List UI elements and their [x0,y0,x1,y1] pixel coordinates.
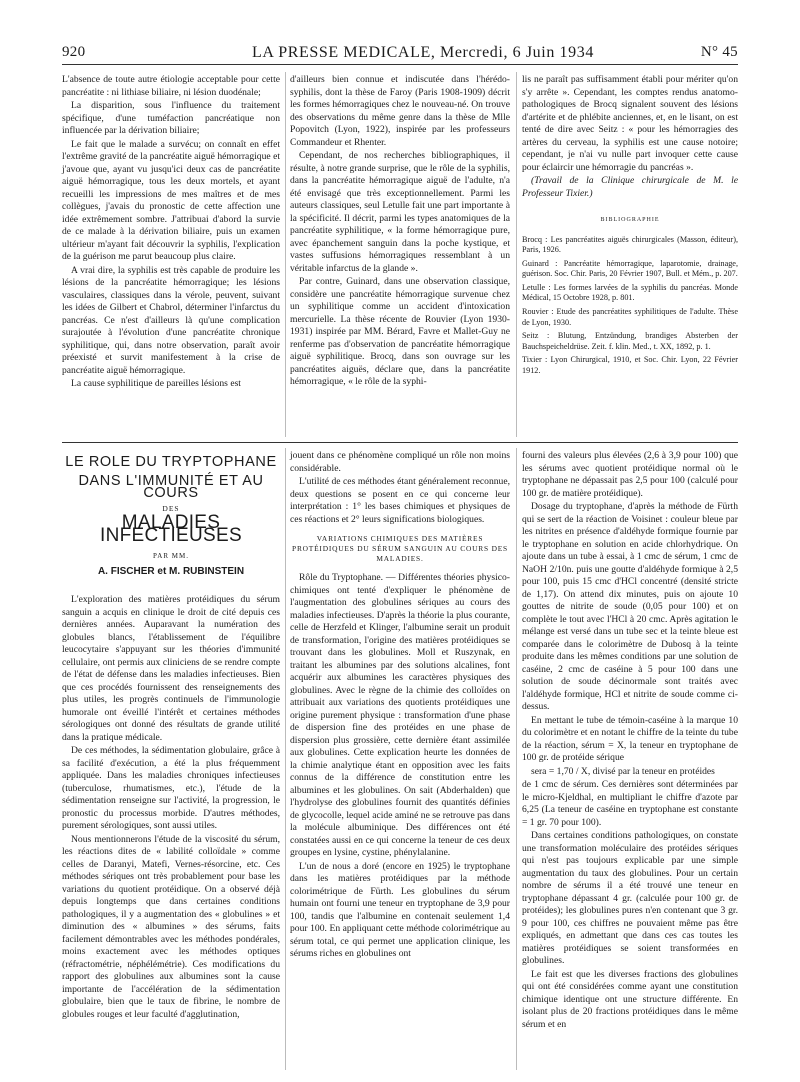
article-par: PAR MM. [153,552,189,560]
page-number: 920 [62,44,86,60]
paragraph: de 1 cmc de sérum. Ces dernières sont déterminées par le micro-Kjeldhal, en multipliant le chiffre d'azote par 6,25 (La teneur de caséine en tryptophane est constante = 1 gr. 70 pour 100). [522,779,738,828]
article-column-2 [290,450,510,962]
article-authors: A. FISCHER et M. RUBINSTEIN [97,565,245,577]
paragraph: A vrai dire, la syphilis est très capable de produire les lésions de la pancréatite hémorragique; les lésions vasculaires, classiques dans la vérole, peuvent, suivant les idées de Gilbert et Chabrol, déterminer l'infarctus du pancréas. Ce n'est d'ailleurs là qu'une complication surajoutée à l'évolution d'une pancréatite chronique syphilitique, qui, dans notre observation, paraît avoir préexisté et survit manifestement à la crise de pancréatite aiguë hémorragique. [62,264,280,376]
paragraph: Nous mentionnerons l'étude de la viscosité du sérum, les réactions dites de « labilité colloïdale » comme celles de Daranyi, Matefi, Vernes-résorcine, etc. Ces méthodes sériques ont très probablement pour base les variations du quotient protéidique. On a observé déjà depuis longtemps que dans certaines conditions pathologiques, il y a augmentation des « globulines » et diminution des « albumines » des sérums, faits facilement démontrables avec les méthodes pondérales, moins exactement avec les méthodes optiques (réfractométrie, néphélémétrie). Ces modifications du rapport des globulines aux albumines sont la cause importante de l'accélération de la sédimentation globulaire, bien que le taux de fibrine, le nombre de globules rouges et leur faculté d'agglutination, [62,833,280,1020]
paragraph: De ces méthodes, la sédimentation globulaire, grâce à sa facilité d'exécution, a été la plus fréquemment appliquée. Dans les maladies chroniques infectieuses (tuberculose, rhumatismes, etc.), l'étude de la sédimentation renseigne sur l'activité, la progression, le pronostic du processus morbide. D'autres méthodes, purement sérologiques, sont aussi utiles. [62,745,280,831]
bibliography-entry: Guinard : Pancréatite hémorragique, laparotomie, drainage, guérison. Soc. Chir. Paris, 20 Février 1907, Bull. et Mém., p. 207. [522,258,738,279]
article-column-3 [522,450,738,1032]
issue-number: N° 45 [700,44,738,60]
paragraph: lis ne paraît pas suffisamment établi pour mériter qu'on s'y arrête ». Cependant, les comptes rendus anatomo-pathologiques de Brocq signalent souvent des lésions d'artérite et de phlébite anciennes, et, en le lisant, on est tenté de dire avec Seitz : « pour les hémorragies des artères du cerveau, la syphilis est une cause notoire; cependant, je n'ai vu nulle part invoquer cette cause pour éclaircir une hémorragie du pancréas ». [522,74,738,173]
page-header [62,42,738,65]
paragraph: fourni des valeurs plus élevées (2,6 à 3,9 pour 100) que les sérums avec quotient protéidique normal où le tryptophane ne dépassait pas 2,5 pour 100 (calculé pour 100 gr. de matière protéidique). [522,450,738,499]
paragraph: Dans certaines conditions pathologiques, on constate une transformation moléculaire des protéides sériques qui n'est pas toujours explicable par une simple augmentation du taux des globulines. Pour un certain nombre de sérums il a été trouvé une teneur en tryptophane dépassant 4 gr. (calculée pour 100 gr. de protéides); les globulines pures n'en contenant que 3 gr. 9 pour 100, ces chiffres ne pouvaient même pas être expliqués, en admettant que dans ces cas toutes les matières protéidiques se soient transformées en globulines. [522,830,738,966]
credit-line: (Travail de la Clinique chirurgicale de M. le Professeur Tixier.) [522,175,738,199]
paragraph: Le fait est que les diverses fractions des globulines qui ont été considérées comme ayant une constitution chimique identique ont une structure différente. En isolant plus de 20 fractions protéidiques dans le même sérum et en [522,968,738,1030]
bibliography-entry: Tixier : Lyon Chirurgical, 1910, et Soc. Chir. Lyon, 22 Février 1912. [522,355,738,376]
paragraph: Dosage du tryptophane, d'après la méthode de Fürth qui se sert de la réaction de Voisinet : couleur bleue par les nitrites en présence d'aldéhyde formique fournie par le tryptophane en solution en acide chlorhydrique. On ajoute dans un tube à essai, à 1 cmc de sérum, 1 cmc de NaOH 2/10n. puis une goutte d'aldéhyde formique à 2,5 pour 100, puis 15 cmc d'HCl concentré (densité stricte de 1,17). On attend dix minutes, puis on ajoute 10 gouttes de nitrite de soude (0,05 pour 100) et on complète le tout avec l'HCl à 20 cmc. Après agitation le mélange est versé dans un tube sec et la teinte bleue est comparée dans le colorimètre de Dubosq à la teinte produite dans les mêmes conditions par une solution de caséine, 2 cmc de caséine à 5 pour 100 dans une solution de soude décinormale sont traités avec l'aldéhyde formique, HCl et nitrite de soude comme ci-dessus. [522,501,738,712]
paragraph: La disparition, sous l'influence du traitement spécifique, d'une tuméfaction pancréatique non influencée par la dérivation biliaire; [62,100,280,136]
section-subheading: VARIATIONS CHIMIQUES DES MATIÈRES PROTÉIDIQUES DU SÉRUM SANGUIN AU COURS DES MALADIES. [292,534,508,563]
column-divider [285,72,286,437]
paragraph: L'absence de toute autre étiologie acceptable pour cette pancréatite : ni lithiase biliaire, ni lésion duodénale; [62,74,280,98]
paragraph: Rôle du Tryptophane. — Différentes théories physico-chimiques ont tenté d'expliquer le phénomène de l'augmentation des globulines sériques au cours des maladies infectieuses. D'après la théorie la plus courante, celle de Herzfeld et Klinger, l'albumine serait un produit de transformation, l'origine des matières protéidiques se trouvant dans les globulines. Moll et Ruszynak, en traitant les albumines par des solutions alcalines, font acquérir aux albumines les caractères physiques des globulines. Avec le règne de la chimie des colloïdes on attribuait aux variations des quotients protéidiques une origine purement physique : transformation d'une phase de dispersion fine des protéides en une phase de dispersion plus grossière, cette dernière étant assimilée aux globulines. Cette explication heurte les données de la chimie analytique étant en opposition avec les faits connus de la différence de constitution entre les albumines et les globulines. On sait (Abderhalden) que l'hydrolyse des globulines fournit des quantités définies de glycocolle, lequel acide aminé ne se retrouve pas dans la molécule albuminique. Des différences ont été constatées aussi en ce qui concerne la teneur de ces deux groupes en lysine, cystine, phénylalanine. [290,572,510,858]
column-divider [285,448,286,1070]
top-column-1 [62,74,280,392]
top-column-3 [522,74,738,380]
bibliography-entry: Letulle : Les formes larvées de la syphilis du pancréas. Monde Médical, 15 Octobre 1928, p. 801. [522,282,738,303]
column-divider [516,448,517,1070]
paragraph: L'utilité de ces méthodes étant généralement reconnue, deux questions se posent en ce qui concerne leur interprétation : 1° les bases chimiques et physiques de ces réactions et 2° leurs significations biologiques. [290,476,510,525]
bibliography-entry: Brocq : Les pancréatites aiguës chirurgicales (Masson, éditeur), Paris, 1926. [522,234,738,255]
bibliography-entry: Seitz : Blutung, Entzündung, brandiges Absterben der Bauchspeicheldrüse. Zeit. f. klin. Med., t. XX, 1892, p. 1. [522,331,738,351]
article-title-line-3: MALADIES INFECTIEUSES [100,512,242,546]
paragraph: L'un de nous a doré (encore en 1925) le tryptophane dans les matières protéidiques par la méthode colorimétrique de Fürth. Les globulines du sérum humain ont fourni une teneur en tryptophane de 3,9 pour 100, tandis que l'albumine en contenait seulement 1,4 pour 100. En appliquant cette méthode colorimétrique au sérum total, ce qui permet une application clinique, les sérums riches en globulines ont [290,860,510,959]
bibliography-list [522,235,738,377]
paragraph: L'exploration des matières protéidiques du sérum sanguin a acquis en clinique le droit de cité depuis ces dernières années. Auparavant la numération des globules blancs, l'établissement de l'équilibre leucocytaire s'appuyant sur les théories d'immunité cellulaire, ont permis aux cliniciens de se rendre compte de l'état de défense dans les maladies infectieuses. Bien que ces procédés fournissent des renseignements des plus utiles, les progrès continuels de l'immunologie humorale ont éveillé l'intérêt et certaines méthodes sérologiques ont donné des résultats de grande utilité dans la pratique médicale. [62,594,280,743]
paragraph: En mettant le tube de témoin-caséine à la marque 10 du colorimètre et en notant le chiffre de la teinte du tube de la réaction, sérum = X, la teneur en tryptophane de 100 gr. de protéide sérique [522,714,738,763]
paragraph: Cependant, de nos recherches bibliographiques, il résulte, à notre grande surprise, que le rôle de la syphilis, dans la pancréatite hémorragique aiguë de l'adulte, n'a été envisagé que très exceptionnellement. Parmi les auteurs classiques, seul Letulle fait une part importante à la spécificité. Il décrit, parmi les types anatomiques de la pancréatite syphilitique, « la forme hémorragique pure, avec épanchement sanguin dans la poche kystique, et vastes suffusions hémorragiques ressemblant à un véritable infarctus de la glande ». [290,150,510,274]
paragraph: Par contre, Guinard, dans une observation classique, considère une pancréatite hémorragique survenue chez un syphilitique comme un accident d'intoxication mercurielle. La thèse récente de Rouvier (Lyon 1930-1931) inspirée par MM. Bérard, Favre et Mallet-Guy ne renferme pas d'observation de pancréatite hémorragique aiguë syphilitique. Brocq, dans son ouvrage sur les pancréatites aiguës, déclare que, dans la pancréatite hémorragique, « le rôle de la syphi- [290,276,510,387]
paragraph: d'ailleurs bien connue et indiscutée dans l'hérédo-syphilis, dont la thèse de Faroy (Paris 1908-1909) décrit les formes hémorragiques chez le nouveau-né. On trouve des observations du même genre dans la thèse de Mlle Popovitch (Lyon, 1922), inspirée par les professeurs Commandeur et Rhenter. [290,74,510,148]
paragraph: Le fait que le malade a survécu; on connaît en effet l'extrême gravité de la pancréatite aiguë hémorragique et j'avoue que, ayant vu jusqu'ici deux cas de pancréatite aiguë hémorragique, tous les deux mortels, et ayant recueilli les impressions de mes maîtres et de mes collègues, j'avais du pronostic de cette affection une idée extrêmement sombre. J'attribuai d'abord la survie de ce malade à la dérivation biliaire, puis un examen ultérieur m'ayant fait découvrir la syphilis, l'explication de la guérison me parut beaucoup plus claire. [62,138,280,262]
top-column-2 [290,74,510,390]
article-title-des: DES [162,503,180,513]
article-title-line-1: LE ROLE DU TRYPTOPHANE [65,454,277,470]
paragraph: jouent dans ce phénomène compliqué un rôle non moins considérable. [290,450,510,474]
column-divider [516,72,517,437]
journal-title: LA PRESSE MEDICALE, Mercredi, 6 Juin 1934 [252,44,594,61]
formula-line: sera = 1,70 / X, divisé par la teneur en protéides [531,765,715,777]
bibliography-heading: BIBLIOGRAPHIE [600,217,660,223]
article-column-1 [62,450,280,1022]
bibliography-entry: Rouvier : Etude des pancréatites syphilitiques de l'adulte. Thèse de Lyon, 1930. [522,307,738,327]
section-rule [62,442,738,443]
paragraph: La cause syphilitique de pareilles lésions est [71,378,241,389]
article-title-line-2: DANS L'IMMUNITÉ ET AU COURS [78,472,264,501]
